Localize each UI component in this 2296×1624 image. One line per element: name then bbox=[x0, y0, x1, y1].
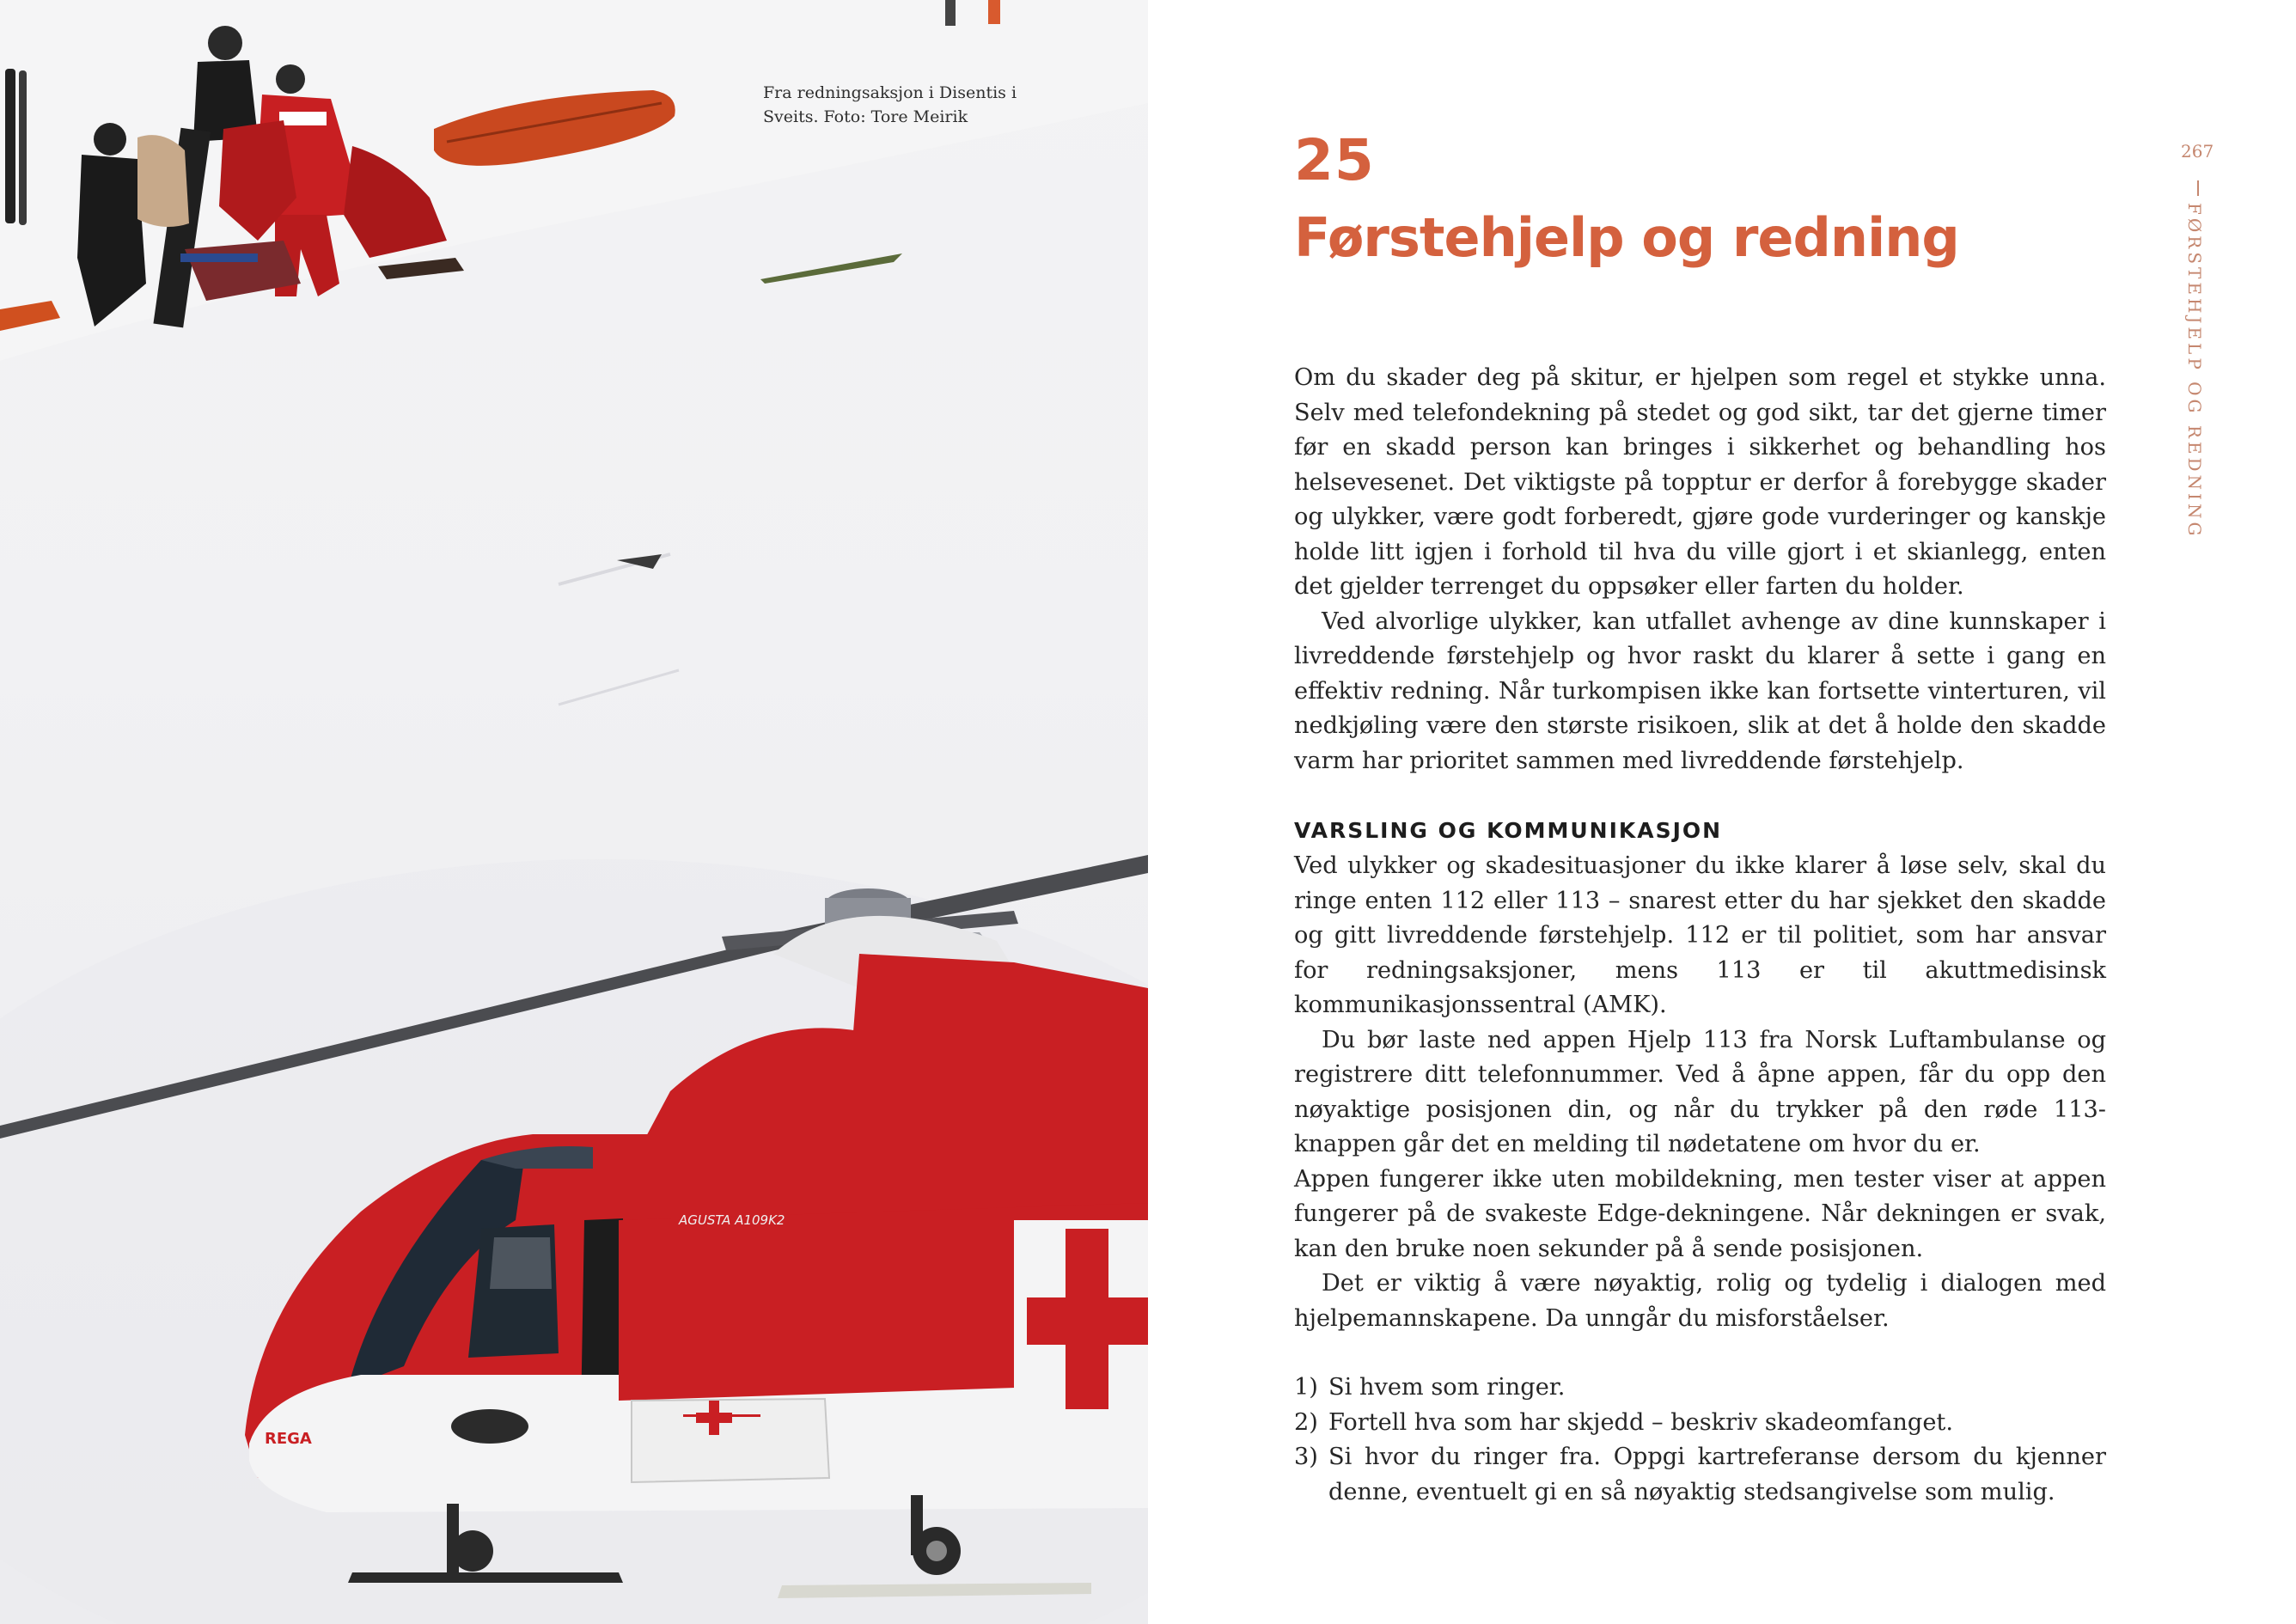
chapter-title: Førstehjelp og redning bbox=[1294, 206, 1959, 269]
section-heading: VARSLING OG KOMMUNIKASJON bbox=[1294, 818, 1723, 843]
text-page bbox=[1148, 0, 2296, 1624]
photo-caption: Fra redningsaksjon i Disentis i Sveits. Foto: Tore Meirik bbox=[763, 83, 1017, 126]
section-paragraph-4: Det er viktig å være nøyaktig, rolig og tydelig i dialogen med hjelpemannskapene. Da unngår du misforståelser. bbox=[1294, 1270, 2106, 1332]
steps-list bbox=[1294, 1371, 2106, 1510]
section-paragraph-2: Du bør laste ned appen Hjelp 113 fra Norsk Luftambulanse og registrere ditt telefonnummer. Ved å åpne appen, får du opp den nøyaktige posisjonen din, og når du trykker på den røde 113-knappen går det en melding til nødetatene om hvor du er. bbox=[1294, 1026, 2106, 1157]
list-item-number: 2) bbox=[1294, 1408, 1318, 1436]
intro-paragraph-1: Om du skader deg på skitur, er hjelpen som regel et stykke unna. Selv med telefondekning på stedet og god sikt, tar det gjerne timer før en skadd person kan bringes i sikkerhet og behandling hos helsevesenet. Det viktigste på topptur er derfor å forebygge skader og ulykker, være godt forberedt, gjøre gode vurderinger og kanskje holde litt igjen i forhold til hva du ville gjort i et skianlegg, enten det gjelder terrenget du oppsøker eller farten du holder. bbox=[1294, 364, 2106, 600]
list-item-text: Si hvor du ringer fra. Oppgi kartreferanse dersom du kjenner denne, eventuelt gi en så nøyaktig stedsangivelse som mulig. bbox=[1328, 1444, 2106, 1505]
list-item bbox=[1294, 1440, 2106, 1510]
section-paragraph-3: Appen fungerer ikke uten mobildekning, men tester viser at appen fungerer på de svakeste Edge-dekningene. Når dekningen er svak, kan den bruke noen sekunder på å sende posisjonen. bbox=[1294, 1165, 2106, 1262]
list-item-number: 3) bbox=[1294, 1444, 1318, 1470]
list-item bbox=[1294, 1371, 2106, 1406]
list-item-text: Si hvem som ringer. bbox=[1328, 1374, 1566, 1401]
chapter-number: 25 bbox=[1294, 127, 1375, 193]
page-number: 267 bbox=[2181, 141, 2214, 162]
list-item-number: 1) bbox=[1294, 1374, 1318, 1401]
model-marking: AGUSTA A109K2 bbox=[679, 1212, 785, 1228]
intro-paragraph-2: Ved alvorlige ulykker, kan utfallet avhenge av dine kunnskaper i livreddende førstehjelp og hvor raskt du klarer å sette i gang en effektiv redning. Når turkompisen ikke kan fortsette vinterturen, vil nedkjøling være den største risikoen, slik at det å holde den skadde varm har prioritet sammen med livreddende førstehjelp. bbox=[1294, 607, 2106, 774]
running-head-rule bbox=[2197, 180, 2199, 196]
running-head: FØRSTEHJELP OG REDNING bbox=[2184, 203, 2205, 540]
list-item-text: Fortell hva som har skjedd – beskriv skadeomfanget. bbox=[1328, 1408, 1953, 1436]
rega-marking: REGA bbox=[265, 1430, 312, 1448]
list-item bbox=[1294, 1406, 2106, 1441]
body-text bbox=[1294, 361, 2106, 1510]
section-paragraph-1: Ved ulykker og skadesituasjoner du ikke klarer å løse selv, skal du ringe enten 112 eller 113 – snarest etter du har sjekket den skadde og gitt livreddende førstehjelp. 112 er til politiet, som har ansvar for redningsaksjoner, mens 113 er til akuttmedisinsk kommunikasjonssentral (AMK). bbox=[1294, 852, 2106, 1018]
